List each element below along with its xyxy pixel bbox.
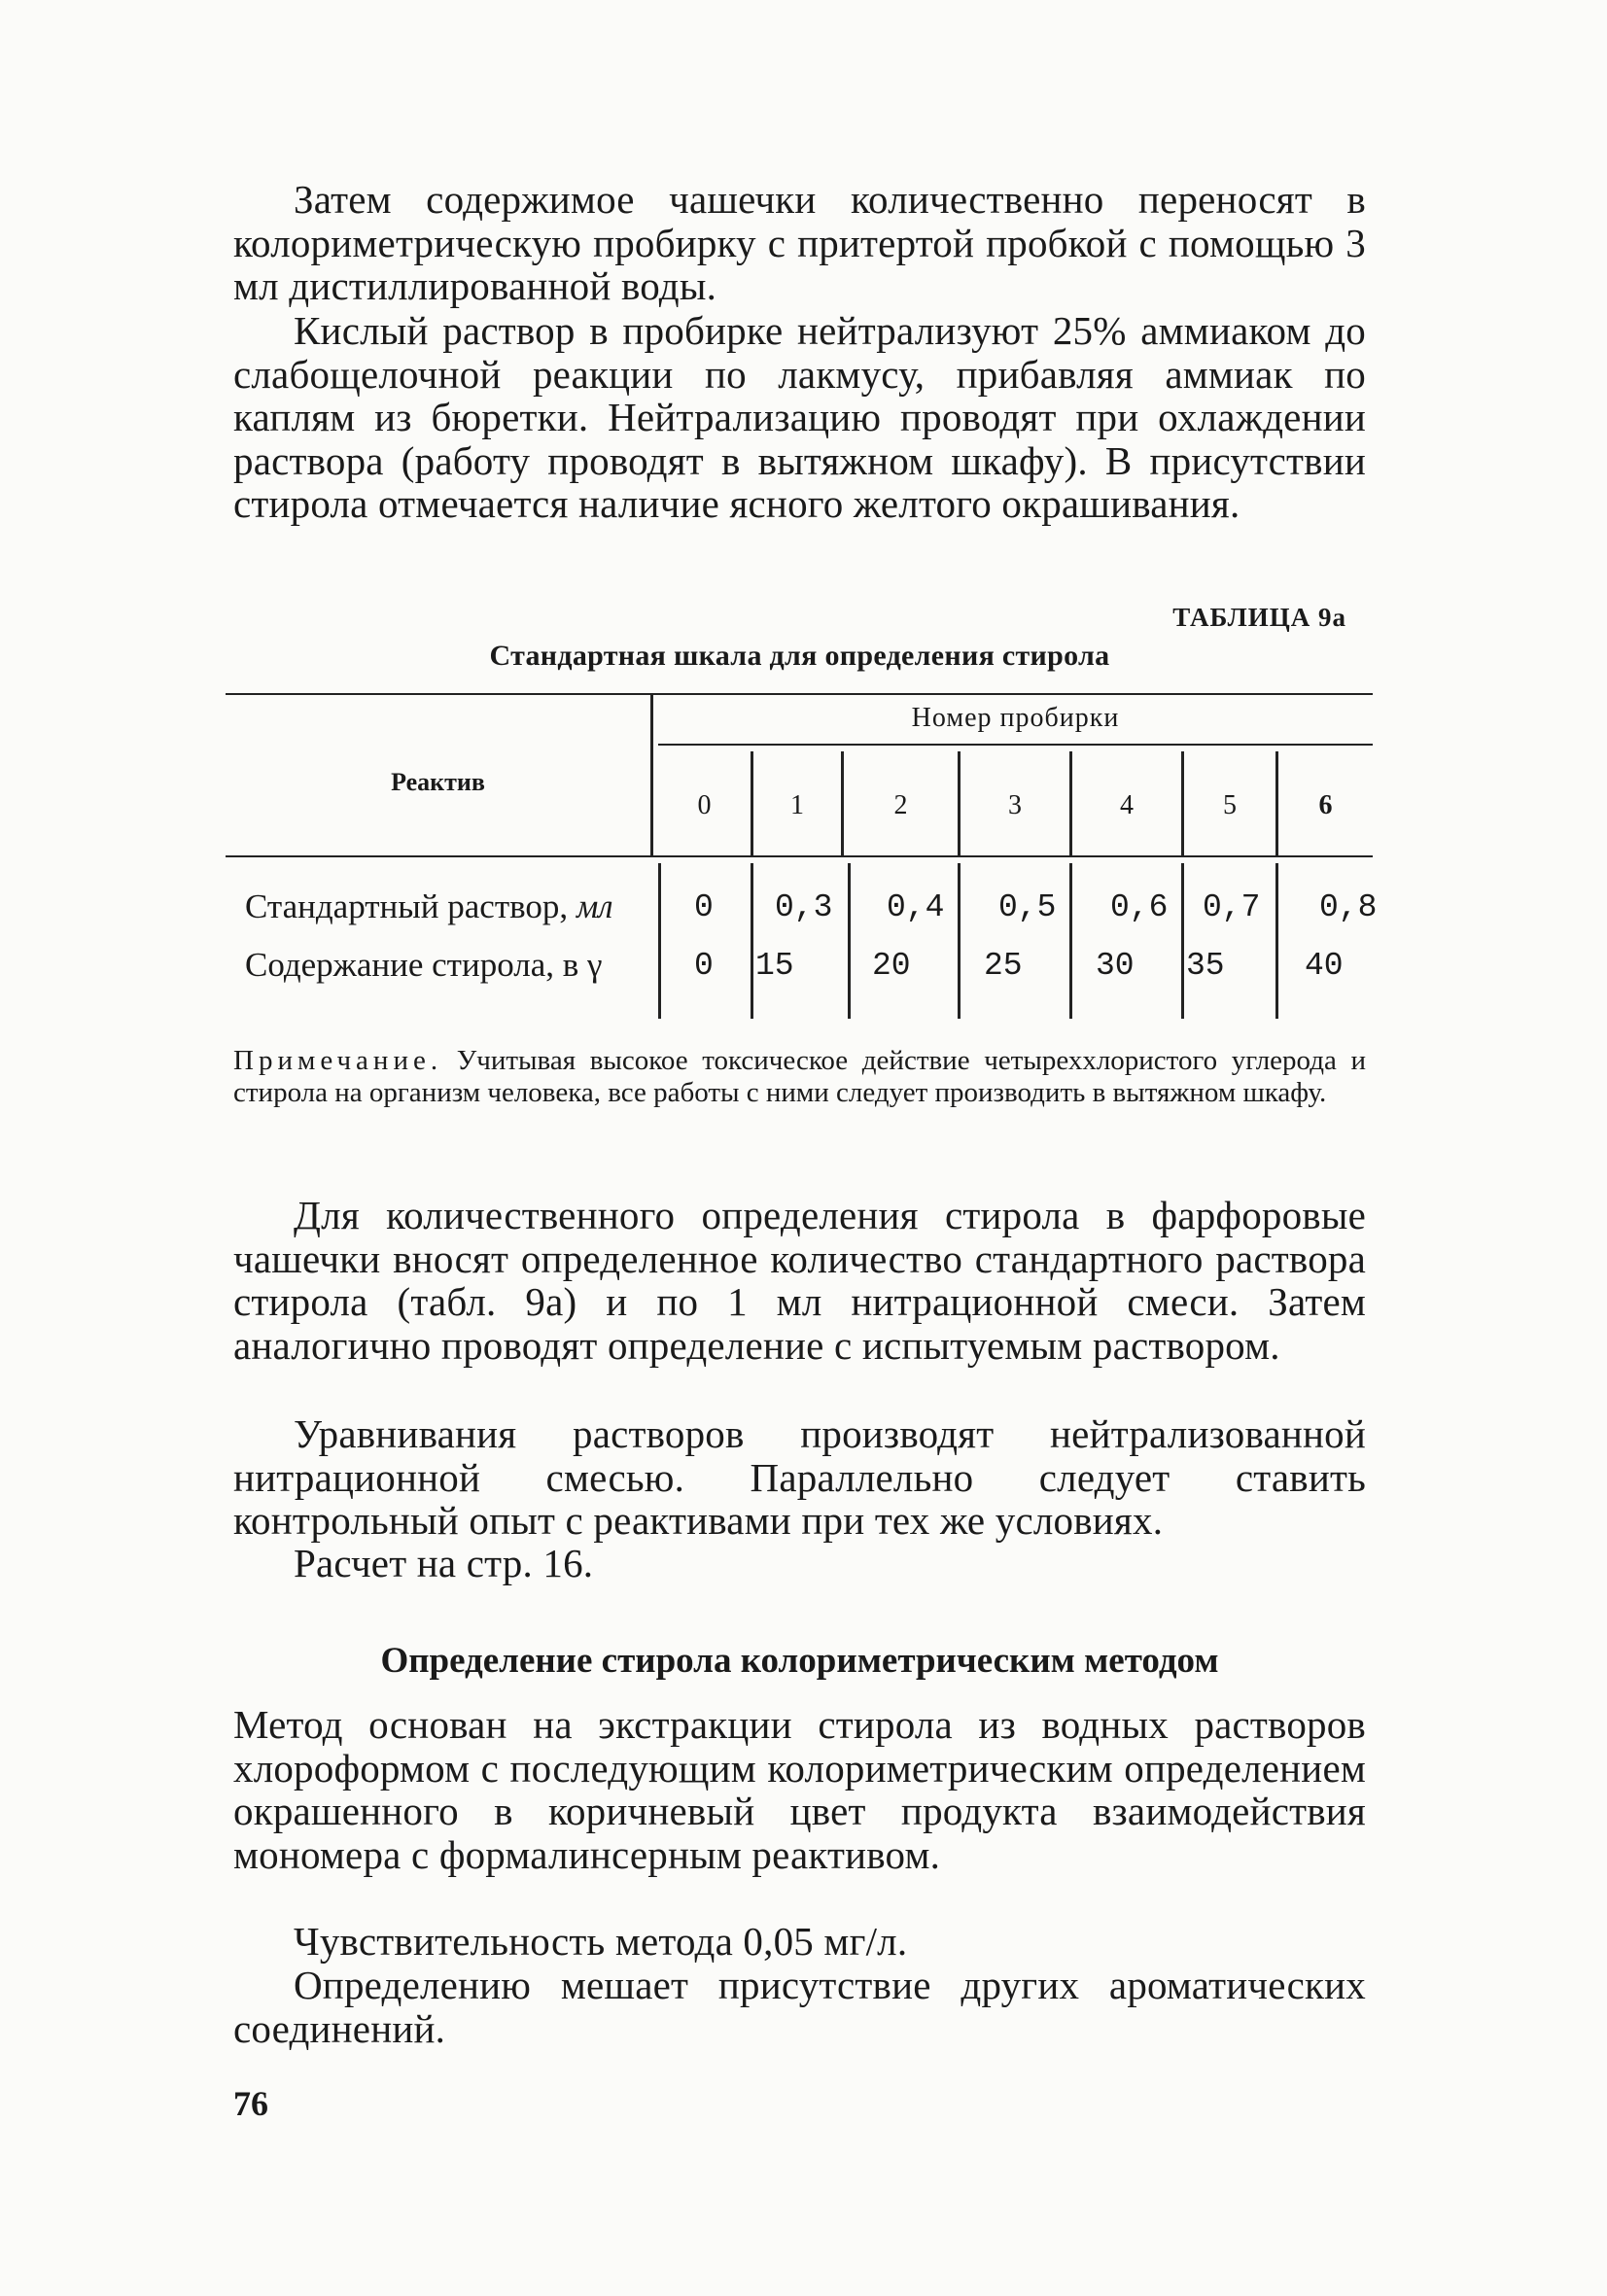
table-divider <box>1275 863 1278 1019</box>
table-value: 0,5 <box>998 889 1057 925</box>
table-value: 0,7 <box>1203 889 1261 925</box>
table-value: 25 <box>984 948 1023 984</box>
table-title: Стандартная шкала для определения стирола <box>489 640 1110 672</box>
table-header-rule <box>658 744 1373 746</box>
tube-number: 6 <box>1318 790 1333 820</box>
table-divider <box>658 863 661 1019</box>
standard-scale-table <box>226 685 1378 1030</box>
table-value: 40 <box>1305 948 1344 984</box>
table-number: ТАБЛИЦА 9а <box>1172 603 1346 632</box>
table-divider <box>650 693 653 855</box>
table-value: 0,8 <box>1319 889 1378 925</box>
table-value: 30 <box>1096 948 1135 984</box>
table-top-rule <box>226 693 1373 695</box>
note-lead: Примечание. <box>233 1045 443 1076</box>
tube-number: 1 <box>790 790 804 820</box>
row-label-text: Стандартный раствор, <box>245 887 569 925</box>
paragraph-calculation: Расчет на стр. 16. <box>294 1541 594 1585</box>
tube-number: 2 <box>893 790 908 820</box>
table-divider <box>1069 863 1072 1019</box>
tube-number: 3 <box>1008 790 1022 820</box>
table-value: 0,3 <box>775 889 833 925</box>
section-heading: Определение стирола колориметрическим методом <box>380 1641 1219 1681</box>
table-value: 35 <box>1186 948 1225 984</box>
table-value: 0,4 <box>887 889 945 925</box>
paragraph-quantitative: Для количественного определения стирола в фарфоровые чашечки вносят определенное количество стандартного раствора стирола (табл. 9а) и по 1 мл нитрационной смеси. Затем аналогично проводят определение с испытуемым раствором. <box>233 1193 1366 1368</box>
page-number: 76 <box>233 2084 268 2123</box>
table-divider <box>1181 863 1184 1019</box>
paragraph-sensitivity: Чувствительность метода 0,05 мг/л. <box>294 1919 908 1964</box>
table-divider <box>751 863 753 1019</box>
tube-number: 5 <box>1223 790 1237 820</box>
row-label-unit: мл <box>576 887 613 925</box>
table-divider <box>848 863 851 1019</box>
paragraph-interference: Определению мешает присутствие других ароматических соединений. <box>233 1963 1366 2051</box>
table-value: 15 <box>755 948 794 984</box>
paragraph-equalization: Уравнивания растворов производят нейтрализованной нитрационной смесью. Параллельно следует ставить контрольный опыт с реактивами при тех же условиях. <box>233 1411 1366 1543</box>
table-value: 0,6 <box>1110 889 1169 925</box>
table-value: 0 <box>694 948 714 984</box>
table-value: 20 <box>872 948 911 984</box>
reagent-header: Реактив <box>391 768 485 796</box>
paragraph-method: Метод основан на экстракции стирола из водных растворов хлороформом с последующим колориметрическим определением окрашенного в коричневый цвет продукта взаимодействия мономера с формалинсерным реактивом. <box>233 1702 1366 1877</box>
table-body-rule <box>226 855 1373 857</box>
paragraph-neutralization: Кислый раствор в пробирке нейтрализуют 25% аммиаком до слабощелочной реакции по лакмусу, прибавляя аммиак по каплям из бюретки. Нейтрализацию проводят при охлаждении раствора (работу проводят в вытяжном шкафу). В присутствии стирола отмечается наличие ясного желтого окрашивания. <box>233 308 1366 526</box>
row-label-standard-solution <box>245 887 613 926</box>
table-note <box>233 1045 1366 1109</box>
paragraph-transfer: Затем содержимое чашечки количественно переносят в колориметрическую пробирку с притертой пробкой с помощью 3 мл дистиллированной воды. <box>233 177 1366 308</box>
table-value: 0 <box>694 889 714 925</box>
tube-number: 0 <box>697 790 712 820</box>
row-label-styrene-content: Содержание стирола, в γ <box>245 946 603 984</box>
tube-number-header: Номер пробирки <box>911 703 1120 733</box>
note-text: Учитывая высокое токсическое действие четыреххлористого углерода и стирола на организм человека, все работы с ними следует производить в вытяжном шкафу. <box>233 1045 1366 1108</box>
tube-number: 4 <box>1120 790 1134 820</box>
table-divider <box>958 863 961 1019</box>
